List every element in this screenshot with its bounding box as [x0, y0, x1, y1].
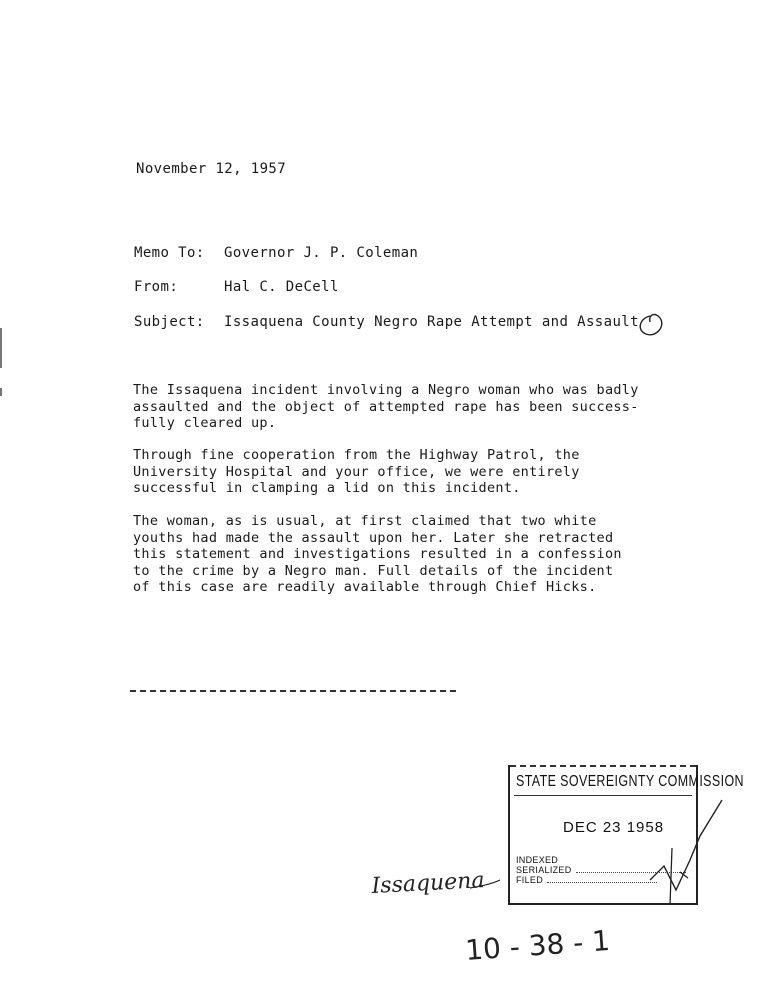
- stamp-field-serialized: SERIALIZED: [516, 865, 686, 875]
- memo-to-value: Governor J. P. Coleman: [224, 245, 419, 261]
- memo-date: November 12, 1957: [136, 161, 287, 177]
- handwritten-file-number: 10 - 38 - 1: [464, 923, 612, 967]
- memo-from-label: From:: [134, 279, 179, 295]
- circled-mark-icon: [640, 315, 662, 335]
- stamp-field-indexed: INDEXED: [516, 855, 559, 865]
- stamp-date: DEC 23 1958: [563, 819, 665, 836]
- memo-subject-label: Subject:: [134, 314, 205, 330]
- initials-stroke-icon: [670, 848, 688, 905]
- stamp-field-filed: FILED: [516, 875, 686, 885]
- body-paragraph-3: The woman, as is usual, at first claimed that two white youths had made the assault upon her. Later she retracted this statement and investigations resulted in a confession to the crime by a Negro man. Full details of the incident of this case are readily available through Chief Hicks.: [133, 513, 622, 595]
- body-paragraph-2: Through fine cooperation from the Highway Patrol, the University Hospital and your office, we were entirely successful in clamping a lid on this incident.: [133, 447, 580, 496]
- memo-subject-value: Issaquena County Negro Rape Attempt and Assault: [224, 314, 639, 330]
- handwritten-county: Issaquena: [371, 868, 486, 899]
- stamp-title: STATE SOVEREIGNTY COMMISSION: [516, 773, 744, 790]
- memo-to-label: Memo To:: [134, 245, 205, 261]
- body-paragraph-1: The Issaquena incident involving a Negro woman who was badly assaulted and the object of attempted rape has been success- fully cleared up.: [133, 382, 639, 431]
- memo-from-value: Hal C. DeCell: [224, 279, 339, 295]
